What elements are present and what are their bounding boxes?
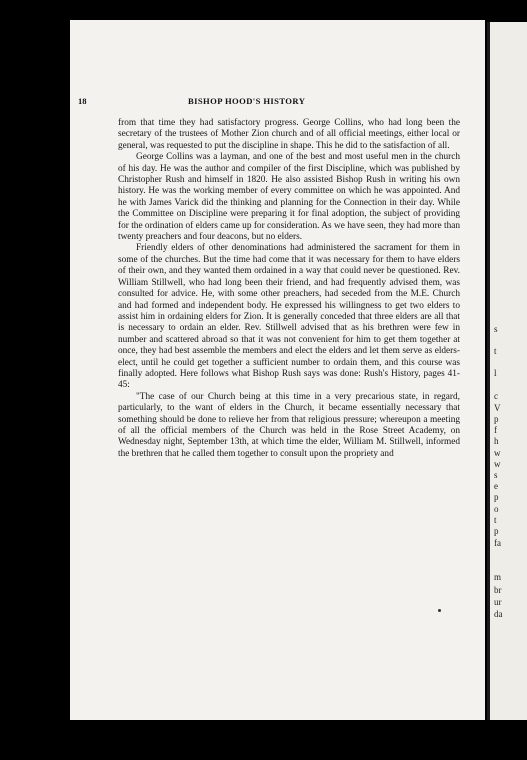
fragment: fa: [494, 538, 501, 548]
fragment: w: [494, 448, 501, 458]
fragment: p: [494, 526, 499, 536]
fragment: e: [494, 481, 498, 491]
fragment: m: [494, 572, 502, 582]
paragraph: George Collins was a layman, and one of the best and most useful men in the church of his day. He was the author and compiler of the first Discipline, which was published by Christopher Rush and himself in 1820. He also assisted Bishop Rush in writing his own history. He was the working member of every committee on which he was appointed. And he with James Varick did the thinking and planning for the Connection in their day. While the Committee on Discipline were preparing it for final adoption, the subject of providing for the ordination of elders came up for consideration. As we have seen, they had more than twenty preachers and four deacons, but no elders.: [118, 152, 460, 243]
body-text: [118, 118, 460, 460]
fragment: da: [494, 609, 503, 619]
running-title: BISHOP HOOD'S HISTORY: [188, 96, 306, 106]
fragment: c: [494, 391, 498, 401]
fragment: w: [494, 459, 501, 469]
running-header: [78, 96, 478, 108]
fragment: s: [494, 470, 498, 480]
fragment: h: [494, 436, 499, 446]
paragraph: Friendly elders of other denominations had administered the sacrament for them in some of the churches. But the time had come that it was necessary for them to have elders of their own, and they wanted them ordained in a way that could never be questioned. Rev. William Stillwell, who had long been their friend, and had frequently advised them, was consulted for advice. He, with some other preachers, had seceded from the M.E. Church and had formed and independent body. He expressed his willingness to get two elders to assist him in ordaining elders for Zion. It is generally conceded that three elders are all that is necessary to ordain an elder. Rev. Stillwell advised that as his brethren were few in number and scattered abroad so that it was not convenient for him to get them together at once, they had best assemble the members and elect the elders and let them serve as elders-elect, until he could get together a sufficient number to ordain them, and this course was finally adopted. Here follows what Bishop Rush says was done: Rush's History, pages 41-45:: [118, 243, 460, 391]
fragment: f: [494, 425, 497, 435]
paragraph: "The case of our Church being at this time in a very precarious state, in regard, particularly, to the want of elders in the Church, it became essentially necessary that something should be done to relieve her from that religious pressure; whereupon a meeting of all the official members of the Church was held in the Rose Street Academy, on Wednesday night, September 13th, at which time the elder, William M. Stillwell, informed the brethren that he called them together to consult upon the propriety and: [118, 391, 460, 459]
adjacent-page-edge: [487, 22, 527, 720]
fragment: l: [494, 368, 497, 378]
paragraph: from that time they had satisfactory progress. George Collins, who had long been the secretary of the trustees of Mother Zion church and of all official meetings, either local or general, was requested to put the discipline in shape. This he did to the satisfaction of all.: [118, 118, 460, 151]
fragment: p: [494, 492, 499, 502]
fragment: p: [494, 414, 499, 424]
fragment: s: [494, 324, 498, 334]
fragment: V: [494, 403, 501, 413]
page-number: 18: [78, 96, 87, 106]
fragment: br: [494, 585, 502, 595]
fragment: t: [494, 346, 497, 356]
fragment: o: [494, 504, 499, 514]
fragment: t: [494, 515, 497, 525]
ink-speck: [438, 609, 441, 612]
fragment: ur: [494, 597, 502, 607]
